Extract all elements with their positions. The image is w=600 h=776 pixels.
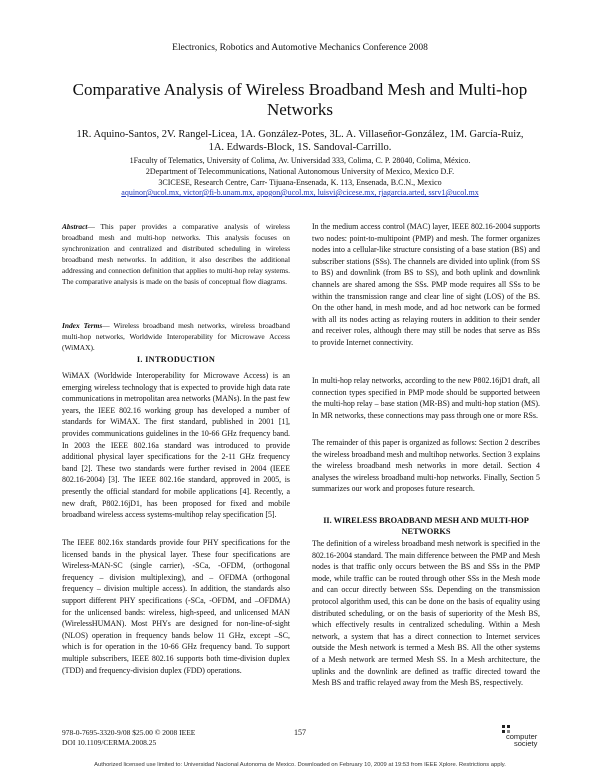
mesh-definition-paragraph: The definition of a wireless broadband mesh network is specified in the 802.16-2004 standard. The main difference between the PMP and Mesh nodes is that traffic only occurs between the BS and SSs in the PMP mode, while traffic can be routed through other SSs in the Mesh mode and can occur directly between SSs. Depending on the transmission protocol algorithm used, this can be done on the basis of equality using distributed scheduling, or on the basis of superiority of the Mesh BS, which effectively results in centralized scheduling. Within a Mesh network, a system that has a direct connection to Internet services outside the Mesh network is termed a Mesh BS. All the other systems of a Mesh network are termed Mesh SS. In a Mesh architecture, the uplinks and the downlink are defined as traffic directed toward the Mesh BS and traffic relayed away from the Mesh BS, respectively. xyxy=(312,539,540,688)
intro-paragraph-2: The IEEE 802.16x standards provide four PHY specifications for the licensed bands in the physical layer. These four specifications are Wireless-MAN-SC (single carrier), -SCa, -OFDM, (orthogonal frequency – division multiplexing), and – OFDMA (orthogonal frequency – division multiple access). In addition, the standards also support different PHY specifications (-SCa, -OFDM, and –OFDMA) for the unlicensed bands: wireless, high-speed, and unlicensed MAN (WirelessHUMAN). Most PHYs are designed for non-line-of-sight (NLOS) operation in frequency bands below 11 GHz, except –SC, which is for operation in the 10-66 GHz frequency band. To support multiple subscribers, IEEE 802.16 supports both time-division duplex (TDD) and frequency-division duplex (FDD) operations. xyxy=(62,538,290,675)
intro-paragraph-1: WiMAX (Worldwide Interoperability for Microwave Access) is an emerging wireless technology that is expected to provide high data rate communications in metropolitan area networks (MANs). In the past few years, the IEEE 802.16 working group has developed a number of standards for WiMAX. The first standard, published in 2001 [1], provides communications guidelines in the 10-66 GHz frequency band. In 2003 the IEEE 802.16a standard was introduced to provide additional physical layer specifications for the 2-11 GHz frequency band [2]. These two standards were further revised in 2004 (IEEE 802.16-2004) [3]. The IEEE 802.16e standard, approved in 2005, is presently the official standard for mobile applications [4]. Recently, a new draft, P802.16jD1, has been proposed for fixed and mobile broadband wireless access systems-multihop relay specification [5]. xyxy=(62,371,290,520)
affiliation-1: 1Faculty of Telematics, University of Colima, Av. Universidad 333, Colima, C. P. 28040, Colima, México. xyxy=(129,156,471,165)
section-1-heading: I. INTRODUCTION xyxy=(136,355,216,364)
doi-line[interactable]: DOI 10.1109/CERMA.2008.25 xyxy=(62,738,157,747)
conference-header: Electronics, Robotics and Automotive Mechanics Conference 2008 xyxy=(172,43,428,53)
organization-paragraph: The remainder of this paper is organized as follows: Section 2 describes the wireless broadband mesh and multihop networks. Section 3 explains the wireless broadband mesh networks in more detail. Section 4 analyses the wireless broadband multi-hop networks. Finally, Section 5 summarizes our work and proposes future research. xyxy=(312,438,540,494)
paper-title: Comparative Analysis of Wireless Broadband Mesh and Multi-hop Networks xyxy=(72,80,528,119)
author-list: 1R. Aquino-Santos, 2V. Rangel-Licea, 1A. González-Potes, 3L. A. Villaseñor-González, 1M. García-Ruiz, 1A. Edwards-Block, 1S. Sandoval-Carrillo. xyxy=(76,129,524,153)
page-number: 157 xyxy=(294,728,306,737)
abstract-text: — This paper provides a comparative analysis of wireless broadband mesh and multi-hop networks. This analysis focuses on synchronization and centralized and distributed scheduling in wireless broadband mesh networks. In addition, it also describes the additional addressing and connection definition that applies to multi-hop relay systems. The comparative analysis is made on the basis of conceptual flow diagrams. xyxy=(62,222,290,287)
affiliation-3: 3CICESE, Research Centre, Carr- Tijuana-Ensenada, K. 113, Ensenada, B.C.N., Mexico xyxy=(158,178,442,187)
logo-computer-text: computer xyxy=(506,732,538,741)
computer-society-logo xyxy=(488,723,548,749)
abstract xyxy=(62,221,290,288)
affiliations xyxy=(60,155,540,188)
author-emails[interactable]: aquinor@ucol.mx, victor@fi-b.unam.mx, apogon@ucol.mx, luisvi@cicese.mx, rjagarcia.arted, ssrv1@ucol.mx xyxy=(121,188,479,197)
logo-society-text: society xyxy=(514,739,538,748)
index-terms-text: — Wireless broadband mesh networks, wireless broadband multi-hop networks, Worldwide Interoperability for Microwave Access (WiMAX). xyxy=(62,321,290,353)
isbn-line: 978-0-7695-3320-9/08 $25.00 © 2008 IEEE xyxy=(62,728,196,737)
mac-paragraph: In the medium access control (MAC) layer, IEEE 802.16-2004 supports two nodes: point-to-multipoint (PMP) and mesh. The former organizes nodes into a cellular-like structure consisting of a base station (BS) and subscriber stations (SSs). The channels are divided into uplink (from SS to BS) and downlink (from BS to SS), and both uplink and downlink channels are shared among the SSs. PMP mode requires all SSs to be within the transmission range and clear line of sight (LOS) of the BS. On the other hand, in mesh mode, and ad hoc network can be formed with all its nodes acting as relaying routers in addition to their sender and receiver roles, although there may still be nodes that serve as BSs to provide Internet connectivity. xyxy=(312,222,540,347)
index-terms xyxy=(62,320,290,353)
section-2-heading: II. WIRELESS BROADBAND MESH AND MULTI-HOP NETWORKS xyxy=(323,516,529,536)
affiliation-2: 2Department of Telecommunications, National Autonomous University of Mexico, Mexico D.F. xyxy=(145,167,455,176)
license-notice: Authorized licensed use limited to: Universidad Nacional Autonoma de Mexico. Downloaded on February 10, 2009 at 19:53 from IEEE Xplore. Restrictions apply. xyxy=(94,762,506,768)
footer-isbn-doi xyxy=(62,728,195,748)
multihop-paragraph: In multi-hop relay networks, according to the new P802.16jD1 draft, all connection types specified in PMP mode should be supported between the multi-hop relay – base station (MR-BS) and multi-hop station (MS). In MR networks, these connections may pass through one or more RSs. xyxy=(312,376,540,420)
index-terms-label: Index Terms xyxy=(62,321,103,330)
abstract-label: Abstract xyxy=(62,222,88,231)
